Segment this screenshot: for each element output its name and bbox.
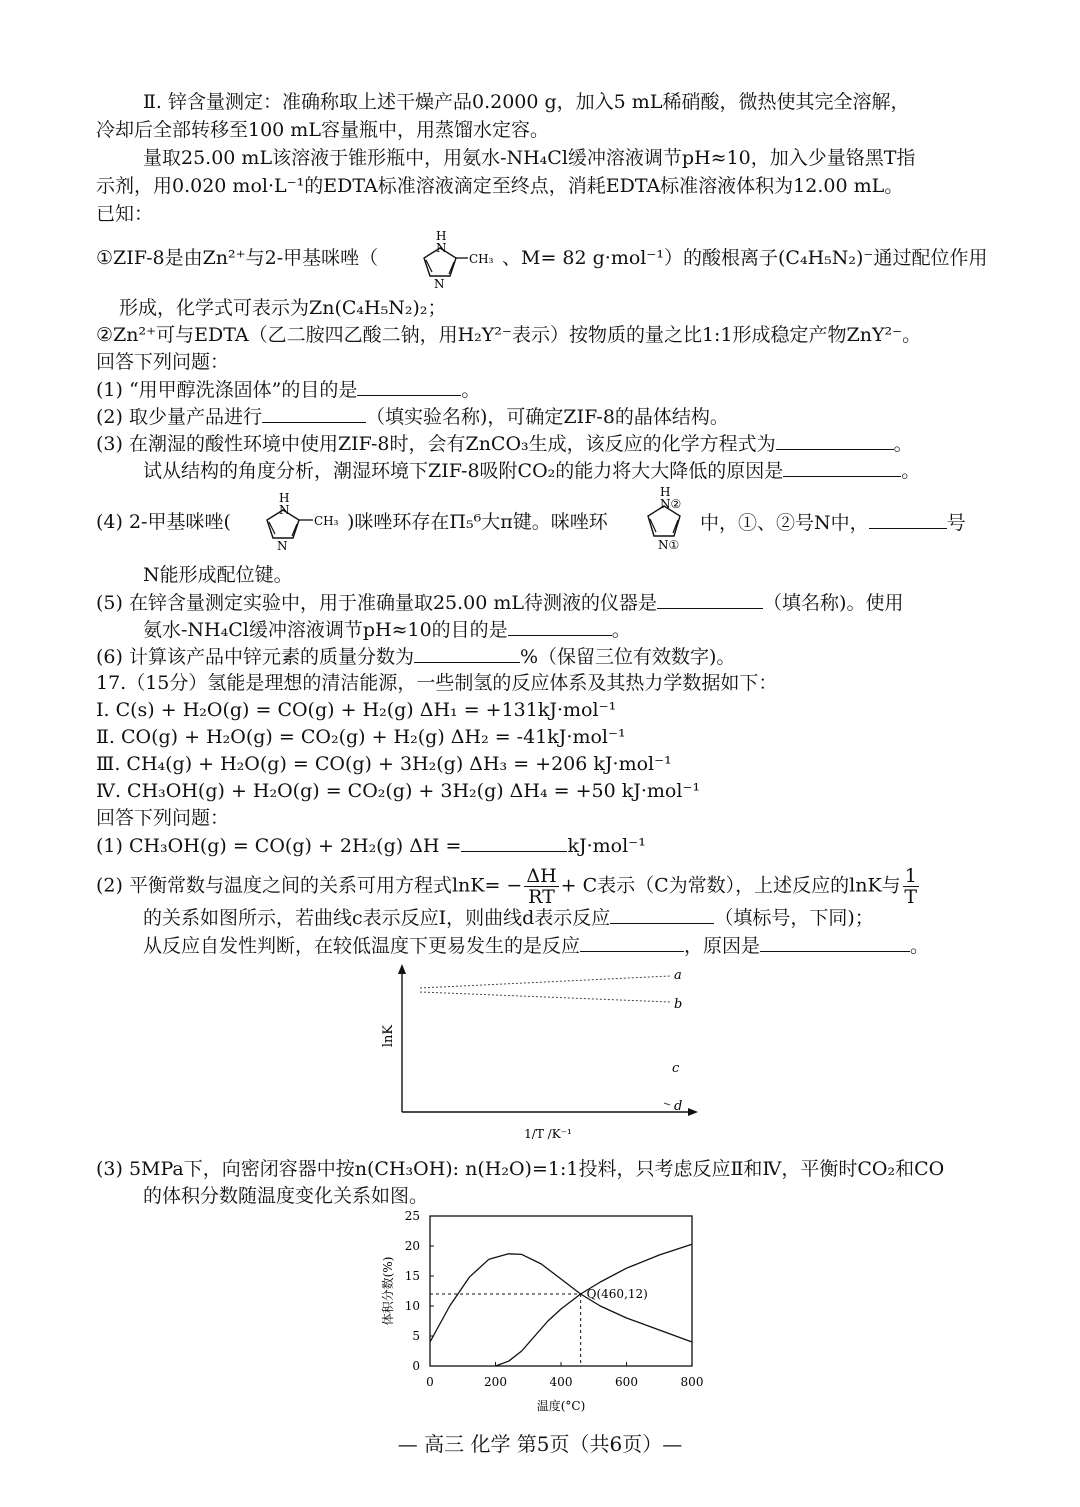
- q17-answer: 回答下列问题：: [96, 807, 230, 829]
- lnk-label-a: a: [674, 968, 682, 983]
- sec2-p2b: 示剂，用0.020 mol·L⁻¹的EDTA标准溶液滴定至终点，消耗EDTA标准溶液体积为12.00 mL。: [96, 175, 904, 197]
- vf-ylabel: 体积分数(%): [381, 1256, 395, 1326]
- methylimidazole-structure-2: [255, 488, 347, 552]
- vf-ytick-label: 20: [404, 1239, 420, 1253]
- q16-3b: 试从结构的角度分析，潮湿环境下ZIF-8吸附CO₂的能力将大大降低的原因是 。: [143, 460, 921, 482]
- vf-ytick-label: 15: [404, 1269, 420, 1283]
- q16-5a: (5) 在锌含量测定实验中，用于准确量取25.00 mL待测液的仪器是 （填名称)。使用: [96, 592, 904, 614]
- q16-6: (6) 计算该产品中锌元素的质量分数为 %（保留三位有效数字)。: [96, 646, 736, 668]
- lnk-chart: [380, 962, 710, 1152]
- vf-xtick-label: 200: [484, 1375, 507, 1389]
- vf-curve-hump: [430, 1254, 692, 1342]
- q17-1: (1) CH₃OH(g) = CO(g) + 2H₂(g) ΔH = kJ·mol⁻¹: [96, 835, 646, 857]
- vf-ytick-label: 25: [404, 1209, 420, 1223]
- lnk-label-d: d: [674, 1099, 683, 1114]
- lnk-curve-b: [420, 992, 670, 1002]
- mol-h-label-5: H: [660, 485, 671, 499]
- mol-n-label-2: N: [434, 277, 445, 290]
- lnk-label-b: b: [674, 997, 683, 1012]
- q17-3a: (3) 5MPa下，向密闭容器中按n(CH₃OH): n(H₂O)=1:1投料，只考虑反应Ⅱ和Ⅳ，平衡时CO₂和CO: [96, 1158, 945, 1180]
- q16-5b: 氨水-NH₄Cl缓冲溶液调节pH≈10的目的是 。: [143, 619, 631, 641]
- vf-ytick-label: 10: [404, 1299, 420, 1313]
- q17-2a: (2) 平衡常数与温度之间的关系可用方程式lnK= − $\frac{\Delta H}{RT}$ + C表示（C为常数），上述反应的lnK与 $\frac{1}{T}$: [96, 865, 918, 908]
- answer-label: 回答下列问题：: [96, 351, 230, 373]
- mol-h-label-3: H: [279, 491, 290, 505]
- q17-r4: Ⅳ. CH₃OH(g) + H₂O(g) = CO₂(g) + 3H₂(g) ΔH₄ = +50 kJ·mol⁻¹: [96, 780, 701, 802]
- known-1c: 形成，化学式可表示为Zn(C₄H₅N₂)₂；: [119, 297, 447, 319]
- known-1a: ①ZIF-8是由Zn²⁺与2-甲基咪唑（: [96, 247, 379, 269]
- vf-plot-frame: [430, 1216, 692, 1366]
- lnk-x-arrow: [688, 1108, 698, 1116]
- lnk-y-arrow: [398, 964, 406, 974]
- lnk-curve-a: [420, 976, 670, 988]
- q17-r2: Ⅱ. CO(g) + H₂O(g) = CO₂(g) + H₂(g) ΔH₂ = -41kJ·mol⁻¹: [96, 726, 626, 748]
- known-2: ②Zn²⁺可与EDTA（乙二胺四乙酸二钠，用H₂Y²⁻表示）按物质的量之比1:1形成稳定产物ZnY²⁻。: [96, 324, 922, 346]
- lnk-label-c: c: [672, 1061, 680, 1076]
- q17-2c: 从反应自发性判断，在较低温度下更易发生的是反应 ，原因是 。: [143, 935, 930, 957]
- known-label: 已知：: [96, 203, 154, 225]
- page-footer: — 高三 化学 第5页（共6页）—: [397, 1432, 683, 1456]
- vf-xtick-label: 0: [426, 1375, 434, 1389]
- q16-1: (1) “用甲醇洗涤固体”的目的是 。: [96, 379, 481, 401]
- q17-r3: Ⅲ. CH₄(g) + H₂O(g) = CO(g) + 3H₂(g) ΔH₃ = +206 kJ·mol⁻¹: [96, 753, 672, 775]
- vf-xtick-label: 800: [680, 1375, 704, 1389]
- q16-3a: (3) 在潮湿的酸性环境中使用ZIF-8时，会有ZnCO₃生成，该反应的化学方程式为 。: [96, 433, 913, 455]
- mol-n-label-4: N: [277, 539, 288, 552]
- mol-n2-label: N②: [660, 497, 682, 511]
- lnk-xlabel: 1/T /K⁻¹: [524, 1127, 572, 1141]
- mol-n-label: N: [436, 241, 447, 255]
- vf-xtick-label: 600: [615, 1375, 638, 1389]
- q17-r1: Ⅰ. C(s) + H₂O(g) = CO(g) + H₂(g) ΔH₁ = +131kJ·mol⁻¹: [96, 699, 617, 721]
- q16-4e: N能形成配位键。: [143, 564, 293, 586]
- q17-title: 17.（15分）氢能是理想的清洁能源，一些制氢的反应体系及其热力学数据如下：: [96, 672, 778, 694]
- q16-2: (2) 取少量产品进行 （填实验名称)，可确定ZIF-8的晶体结构。: [96, 406, 729, 428]
- lnk-curve-d: [664, 1103, 670, 1105]
- known-1b: 、M= 82 g·mol⁻¹）的酸根离子(C₄H₅N₂)⁻通过配位作用: [502, 247, 988, 269]
- vf-curve-rising: [496, 1244, 693, 1366]
- lnk-ylabel: lnK: [381, 1024, 396, 1048]
- q16-4b: )咪唑环存在Π₅⁶大π键。咪唑环: [347, 511, 608, 533]
- vf-xlabel: 温度(°C): [536, 1399, 586, 1413]
- q17-3b: 的体积分数随温度变化关系如图。: [143, 1185, 429, 1207]
- vf-point-label: Q(460,12): [586, 1287, 648, 1301]
- methylimidazole-structure-1: [412, 226, 502, 290]
- vf-xtick-label: 400: [549, 1375, 573, 1389]
- mol-n-label-3: N: [279, 503, 290, 517]
- vf-ytick-label: 0: [412, 1359, 420, 1373]
- volume-fraction-chart: [372, 1208, 722, 1418]
- imidazole-ring-numbered: [640, 484, 700, 556]
- sec2-p2a: 量取25.00 mL该溶液于锥形瓶中，用氨水-NH₄Cl缓冲溶液调节pH≈10，加入少量铬黑T指: [143, 147, 916, 169]
- mol-h-label: H: [436, 229, 447, 243]
- mol-ch3-label: CH₃: [469, 252, 494, 266]
- q16-4c: 中，①、②号N中， 号: [700, 512, 966, 534]
- q17-2b: 的关系如图所示，若曲线c表示反应Ⅰ，则曲线d表示反应 （填标号，下同)；: [143, 907, 874, 929]
- vf-ytick-label: 5: [412, 1329, 420, 1343]
- sec2-p1b: 冷却后全部转移至100 mL容量瓶中，用蒸馏水定容。: [96, 119, 549, 141]
- mol-ch3-label-2: CH₃: [314, 514, 339, 528]
- mol-n1-label: N①: [658, 538, 680, 552]
- sec2-p1a: Ⅱ. 锌含量测定：准确称取上述干燥产品0.2000 g，加入5 mL稀硝酸，微热使其完全溶解，: [143, 91, 910, 113]
- q16-4a: (4) 2-甲基咪唑(: [96, 511, 231, 533]
